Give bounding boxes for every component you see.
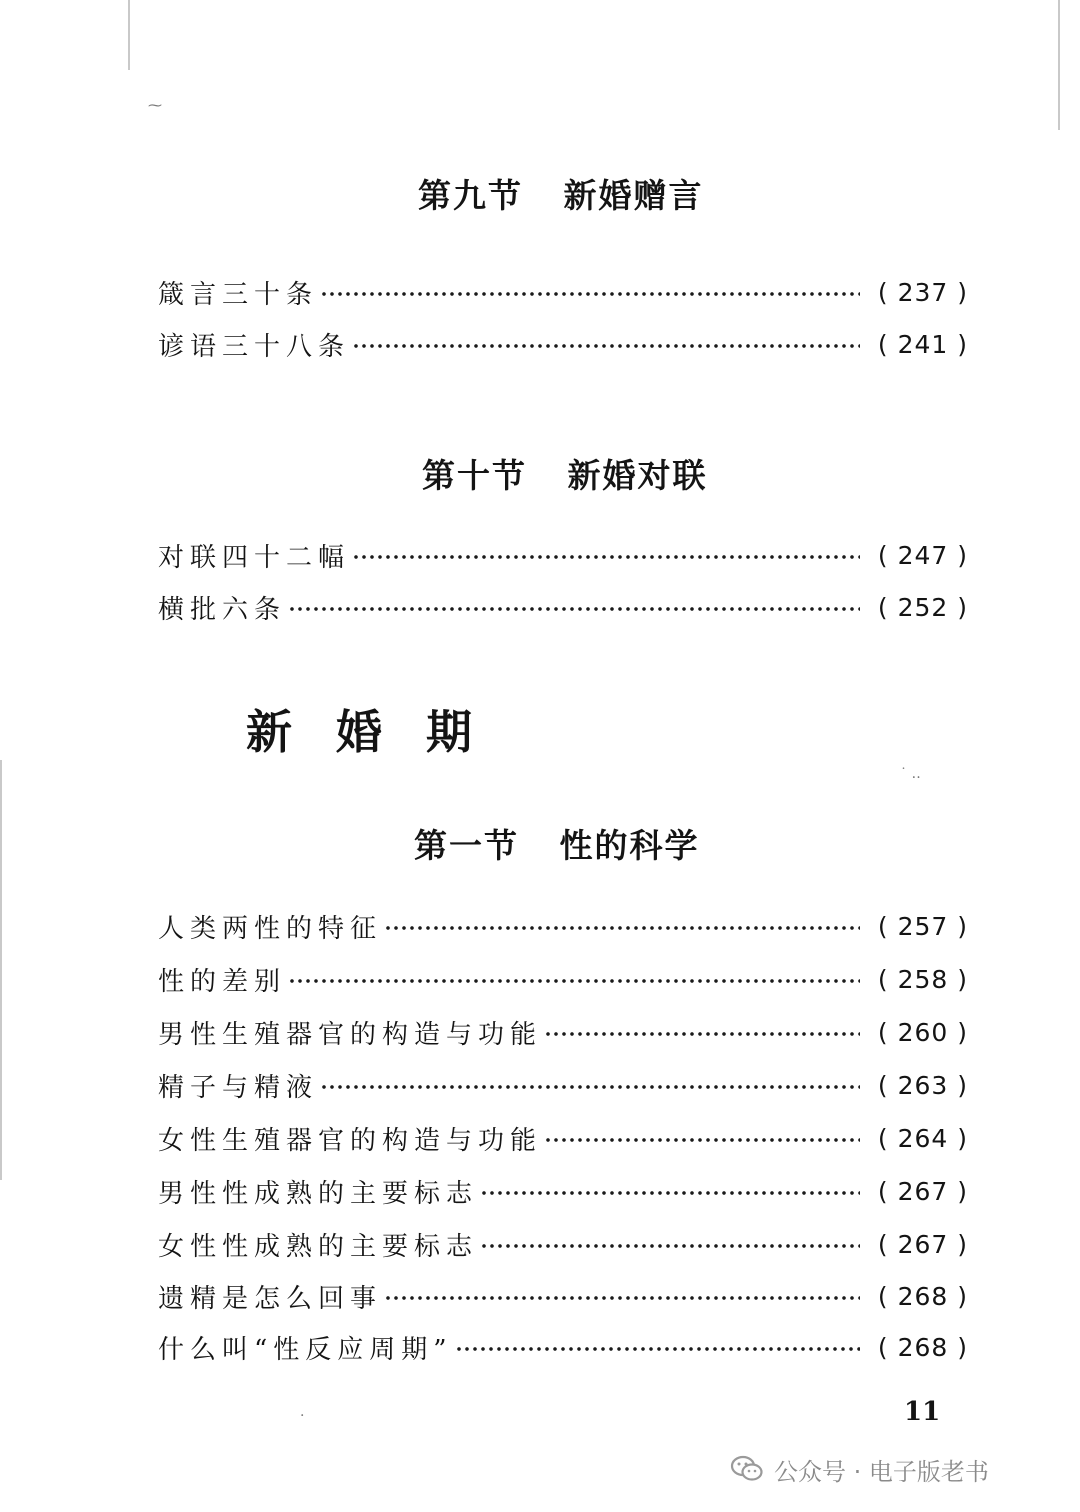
toc-page-ref: ( 264 ) [877,1123,968,1153]
dot-leader [480,1190,860,1196]
toc-page-ref: ( 257 ) [877,911,968,941]
toc-entry [158,1327,968,1367]
toc-page-ref: ( 241 ) [877,329,968,359]
scan-edge-top [128,0,130,70]
toc-entry [158,1118,968,1158]
toc-page-ref: ( 267 ) [877,1176,968,1206]
dot-leader [288,978,860,984]
toc-label: 谚语三十八条 [158,331,351,362]
wechat-logo-icon [730,1454,764,1484]
scan-edge-left [0,760,2,1180]
section-title: 第九节 新婚赠言 [418,176,704,215]
dot-leader [320,1084,860,1090]
dot-leader [384,1295,860,1301]
section-title: 第一节 性的科学 [414,826,700,865]
scan-speck: ˙ ‥ [900,766,921,782]
dot-leader [352,343,860,349]
toc-entry [158,1276,968,1316]
scan-speck: ⁓ [148,98,162,114]
toc-label: 男性生殖器官的构造与功能 [158,1019,543,1050]
toc-page-ref: ( 267 ) [877,1229,968,1259]
toc-label: 遗精是怎么回事 [158,1283,383,1314]
toc-entry [158,1171,968,1211]
toc-page-ref: ( 247 ) [877,540,968,570]
dot-leader [480,1243,860,1249]
toc-page-ref: ( 268 ) [877,1332,968,1362]
dot-leader [384,925,860,931]
dot-leader [544,1031,860,1037]
toc-label: 对联四十二幅 [158,542,351,573]
dot-leader [288,606,860,612]
toc-entry [158,535,968,575]
toc-entry [158,272,968,312]
scan-edge-right [1058,0,1060,130]
section-title: 第十节 新婚对联 [422,456,708,495]
dot-leader [455,1346,860,1352]
toc-label: 人类两性的特征 [158,913,383,944]
toc-entry [158,906,968,946]
toc-page-ref: ( 268 ) [877,1281,968,1311]
watermark-text: 公众号 · 电子版老书 [774,1457,989,1486]
toc-label: 横批六条 [158,594,287,625]
toc-entry [158,587,968,627]
toc-label: 女性性成熟的主要标志 [158,1231,479,1262]
toc-page-ref: ( 260 ) [877,1017,968,1047]
dot-leader [352,554,860,560]
toc-page-ref: ( 252 ) [877,592,968,622]
watermark [730,1452,989,1486]
toc-page-ref: ( 258 ) [877,964,968,994]
toc-label: 男性性成熟的主要标志 [158,1178,479,1209]
toc-entry [158,324,968,364]
dot-leader [544,1137,860,1143]
toc-entry [158,1224,968,1264]
chapter-title: 新 婚 期 [246,705,477,759]
page-number: 11 [904,1397,941,1427]
toc-page-ref: ( 237 ) [877,277,968,307]
toc-label: 什么叫“性反应周期” [158,1334,453,1365]
toc-page-ref: ( 263 ) [877,1070,968,1100]
toc-label: 女性生殖器官的构造与功能 [158,1125,543,1156]
toc-label: 箴言三十条 [158,279,319,310]
toc-entry [158,1012,968,1052]
toc-label: 性的差别 [158,966,287,997]
toc-label: 精子与精液 [158,1072,319,1103]
dot-leader [320,291,860,297]
scan-speck: · [300,1408,305,1424]
toc-entry [158,1065,968,1105]
toc-entry [158,959,968,999]
